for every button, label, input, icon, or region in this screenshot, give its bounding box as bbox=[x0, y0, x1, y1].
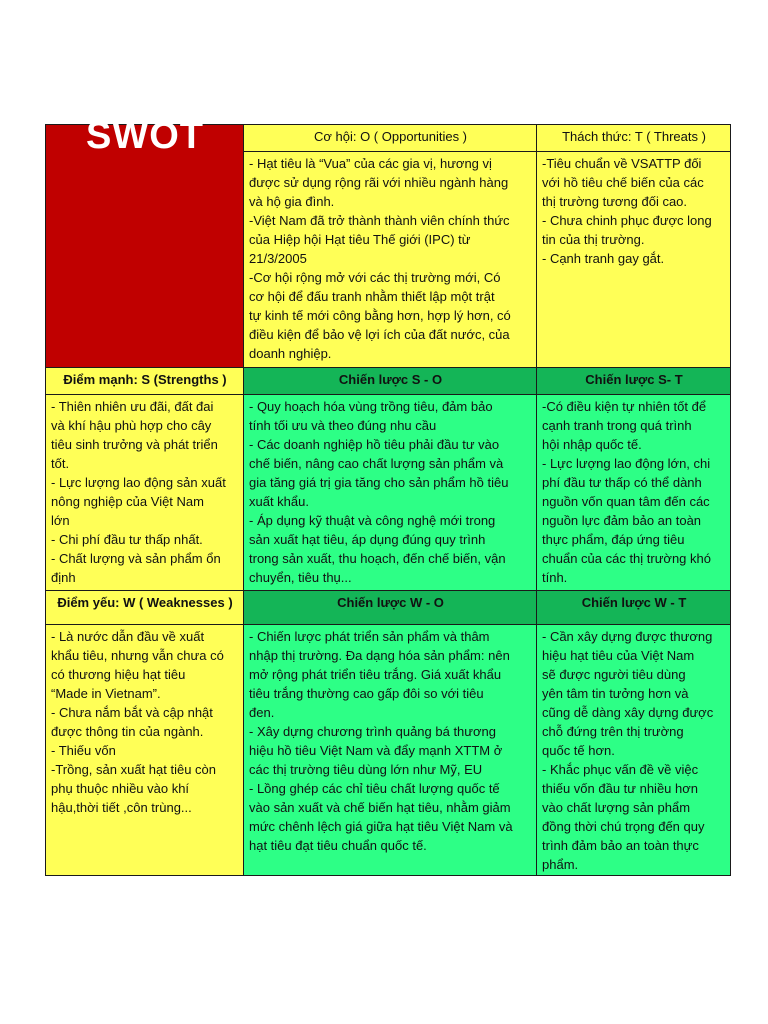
so-line: chế biến, nâng cao chất lượng sản phẩm và bbox=[249, 456, 504, 471]
so-strategy-content bbox=[244, 395, 537, 591]
threats-content bbox=[537, 152, 731, 368]
opportunities-content bbox=[244, 152, 537, 368]
wo-line: vào sản xuất và chế biến hạt tiêu, nhằm giảm bbox=[249, 800, 511, 815]
st-line: phí đầu tư thấp có thể dành bbox=[542, 475, 702, 490]
wt-line: quốc tế hơn. bbox=[542, 743, 615, 758]
threats-line: - Chưa chinh phục được long bbox=[542, 213, 712, 228]
threats-line: -Tiêu chuẩn về VSATTP đối bbox=[542, 156, 702, 171]
wt-line: trình đảm bảo an toàn thực bbox=[542, 838, 699, 853]
wo-line: hiệu hồ tiêu Việt Nam và đẩy mạnh XTTM ở bbox=[249, 743, 503, 758]
weaknesses-header: Điểm yếu: W ( Weaknesses ) bbox=[46, 591, 244, 625]
strengths-line: - Lực lượng lao động sản xuất bbox=[51, 475, 226, 490]
wo-line: mức chênh lệch giá giữa hạt tiêu Việt Nam và bbox=[249, 819, 513, 834]
so-line: chuyển, tiêu thụ... bbox=[249, 570, 352, 585]
strengths-line: lớn bbox=[51, 513, 70, 528]
threats-line: tin của thị trường. bbox=[542, 232, 645, 247]
wo-line: tiêu trắng thường cao gấp đôi so với tiêu bbox=[249, 686, 484, 701]
opportunities-line: -Việt Nam đã trở thành thành viên chính thức bbox=[249, 213, 510, 228]
opportunities-line: điều kiện để bảo vệ lợi ích của đất nước, của bbox=[249, 327, 510, 342]
opportunities-line: -Cơ hội rộng mở với các thị trường mới, Có bbox=[249, 270, 501, 285]
strengths-line: tiêu sinh trưởng và phát triển bbox=[51, 437, 218, 452]
threats-header: Thách thức: T ( Threats ) bbox=[537, 125, 731, 152]
wo-line: - Chiến lược phát triển sản phẩm và thâm bbox=[249, 629, 490, 644]
weaknesses-line: khẩu tiêu, nhưng vẫn chưa có bbox=[51, 648, 224, 663]
weaknesses-line: - Là nước dẫn đầu về xuất bbox=[51, 629, 205, 644]
weaknesses-line: hậu,thời tiết ,côn trùng... bbox=[51, 800, 192, 815]
so-line: xuất khẩu. bbox=[249, 494, 309, 509]
st-strategy-header: Chiến lược S- T bbox=[537, 368, 731, 395]
threats-line: với hồ tiêu chế biến của các bbox=[542, 175, 704, 190]
weaknesses-line: - Chưa nắm bắt và cập nhật bbox=[51, 705, 213, 720]
so-line: trong sản xuất, thu hoạch, đến chế biến, vận bbox=[249, 551, 506, 566]
so-line: gia tăng giá trị gia tăng cho sản phẩm hồ tiêu bbox=[249, 475, 509, 490]
wo-line: nhập thị trường. Đa dạng hóa sản phẩm: nên bbox=[249, 648, 510, 663]
opportunities-line: được sử dụng rộng rãi với nhiều ngành hàng bbox=[249, 175, 509, 190]
weaknesses-line: có thương hiệu hạt tiêu bbox=[51, 667, 186, 682]
weaknesses-line: -Trồng, sản xuất hạt tiêu còn bbox=[51, 762, 217, 777]
st-line: cạnh tranh trong quá trình bbox=[542, 418, 692, 433]
wo-line: hạt tiêu đạt tiêu chuẩn quốc tế. bbox=[249, 838, 427, 853]
st-line: nguồn vốn quan tâm đến các bbox=[542, 494, 710, 509]
weaknesses-content bbox=[46, 625, 244, 876]
wt-line: thiếu vốn đầu tư nhiều hơn bbox=[542, 781, 699, 796]
strengths-line: - Thiên nhiên ưu đãi, đất đai bbox=[51, 399, 214, 414]
strengths-line: - Chất lượng và sản phẩm ổn bbox=[51, 551, 221, 566]
so-line: sản xuất hạt tiêu, áp dụng đúng quy trình bbox=[249, 532, 486, 547]
st-strategy-content bbox=[537, 395, 731, 591]
strengths-line: tốt. bbox=[51, 456, 70, 471]
so-strategy-header: Chiến lược S - O bbox=[244, 368, 537, 395]
wt-line: - Cần xây dựng được thương bbox=[542, 629, 713, 644]
wo-line: mở rộng phát triển tiêu trắng. Giá xuất khẩu bbox=[249, 667, 502, 682]
strengths-header: Điểm mạnh: S (Strengths ) bbox=[46, 368, 244, 395]
wo-strategy-content bbox=[244, 625, 537, 876]
so-line: - Áp dụng kỹ thuật và công nghệ mới trong bbox=[249, 513, 496, 528]
strengths-line: nông nghiệp của Việt Nam bbox=[51, 494, 204, 509]
wt-line: chỗ đứng trên thị trường bbox=[542, 724, 684, 739]
wt-strategy-header: Chiến lược W - T bbox=[537, 591, 731, 625]
wo-line: đen. bbox=[249, 705, 275, 720]
weaknesses-line: được thông tin của ngành. bbox=[51, 724, 204, 739]
weaknesses-line: - Thiếu vốn bbox=[51, 743, 116, 758]
st-line: thực phẩm, đáp ứng tiêu bbox=[542, 532, 685, 547]
swot-title-cell bbox=[46, 115, 244, 368]
strengths-content bbox=[46, 395, 244, 591]
wt-line: yên tâm tin tưởng hơn và bbox=[542, 686, 689, 701]
wo-line: - Lồng ghép các chỉ tiêu chất lượng quốc tế bbox=[249, 781, 500, 796]
st-line: tính. bbox=[542, 570, 568, 585]
st-line: chuẩn của các thị trường khó bbox=[542, 551, 711, 566]
wt-line: hiệu hạt tiêu của Việt Nam bbox=[542, 648, 695, 663]
opportunities-line: 21/3/2005 bbox=[249, 251, 307, 266]
wt-line: đồng thời chú trọng đến quy bbox=[542, 819, 705, 834]
so-line: - Quy hoạch hóa vùng trồng tiêu, đảm bảo bbox=[249, 399, 493, 414]
opportunities-line: doanh nghiệp. bbox=[249, 346, 332, 361]
wt-line: cũng dễ dàng xây dựng được bbox=[542, 705, 714, 720]
wt-line: vào chất lượng sản phẩm bbox=[542, 800, 691, 815]
st-line: nguồn lực đảm bảo an toàn bbox=[542, 513, 702, 528]
strengths-line: - Chi phí đầu tư thấp nhất. bbox=[51, 532, 203, 547]
wt-line: - Khắc phục vấn đề về việc bbox=[542, 762, 699, 777]
wo-line: các thị trường tiêu dùng lớn như Mỹ, EU bbox=[249, 762, 483, 777]
swot-title: SWOT bbox=[86, 115, 204, 157]
threats-line: - Cạnh tranh gay gắt. bbox=[542, 251, 665, 266]
st-line: -Có điều kiện tự nhiên tốt để bbox=[542, 399, 707, 414]
opportunities-line: của Hiệp hội Hạt tiêu Thế giới (IPC) từ bbox=[249, 232, 471, 247]
swot-table bbox=[45, 115, 731, 876]
wo-strategy-header: Chiến lược W - O bbox=[244, 591, 537, 625]
so-line: tính tối ưu và theo đúng nhu cầu bbox=[249, 418, 437, 433]
opportunities-line: cơ hội để đấu tranh nhằm thiết lập một trật bbox=[249, 289, 495, 304]
wt-line: phẩm. bbox=[542, 857, 579, 872]
threats-line: thị trường tương đối cao. bbox=[542, 194, 688, 209]
st-line: - Lực lượng lao động lớn, chi bbox=[542, 456, 711, 471]
opportunities-header: Cơ hội: O ( Opportunities ) bbox=[244, 125, 537, 152]
wt-line: sẽ được người tiêu dùng bbox=[542, 667, 686, 682]
strengths-line: và khí hậu phù hợp cho cây bbox=[51, 418, 212, 433]
strengths-line: định bbox=[51, 570, 76, 585]
so-line: - Các doanh nghiệp hồ tiêu phải đầu tư vào bbox=[249, 437, 500, 452]
opportunities-line: - Hạt tiêu là “Vua” của các gia vị, hương vị bbox=[249, 156, 492, 171]
weaknesses-line: “Made in Vietnam”. bbox=[51, 686, 161, 701]
weaknesses-line: phụ thuộc nhiều vào khí bbox=[51, 781, 190, 796]
opportunities-line: tự kinh tế mới công bằng hơn, hợp lý hơn, có bbox=[249, 308, 511, 323]
wt-strategy-content bbox=[537, 625, 731, 876]
wo-line: - Xây dựng chương trình quảng bá thương bbox=[249, 724, 496, 739]
opportunities-line: và hộ gia đình. bbox=[249, 194, 335, 209]
st-line: hội nhập quốc tế. bbox=[542, 437, 642, 452]
